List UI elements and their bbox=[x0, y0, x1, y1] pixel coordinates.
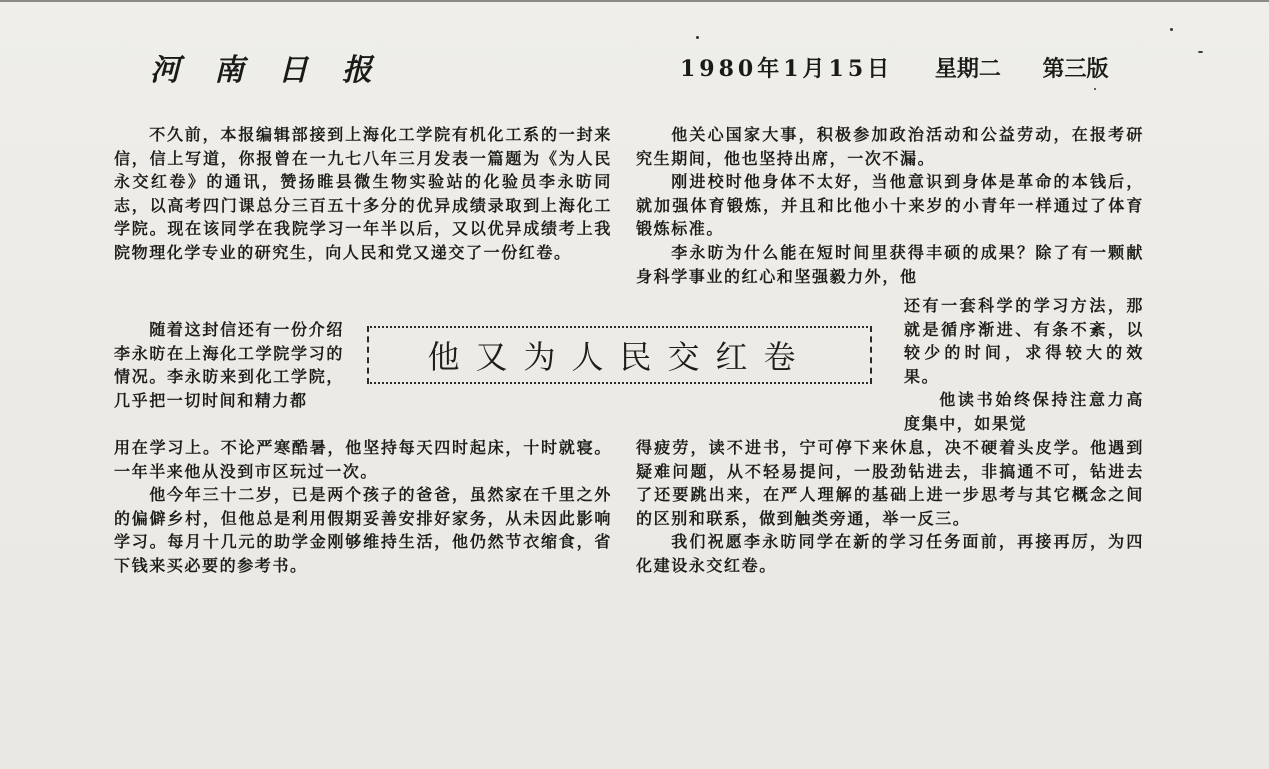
page-number: 第三版 bbox=[1042, 56, 1109, 82]
paragraph: 随着这封信还有一份介绍李永昉在上海化工学院学习的情况。李永昉来到化工学院，几乎把一切时间和精力都 bbox=[114, 320, 344, 410]
right-column-wrap bbox=[904, 294, 1144, 436]
paragraph: 得疲劳，读不进书，宁可停下来休息，决不硬着头皮学。他遇到疑难问题，从不轻易提问，一股劲钻进去，非搞通不可，钻进去了还要跳出来，在严人理解的基础上进一步思考与其它概念之间的区别和联系，做到触类旁通，举一反三。 bbox=[636, 438, 1144, 528]
newspaper-masthead: 河南日报 bbox=[150, 53, 406, 88]
left-column-bottom bbox=[114, 436, 612, 578]
article-headline: 他又为人民交红卷 bbox=[427, 338, 812, 376]
paragraph: 李永昉为什么能在短时间里获得丰硕的成果？除了有一颗献身科学事业的红心和坚强毅力外，他 bbox=[636, 242, 1144, 286]
dateline bbox=[680, 52, 1143, 83]
paragraph: 刚进校时他身体不太好，当他意识到身体是革命的本钱后，就加强体育锻炼，并且和比他小十来岁的小青年一样通过了体育锻炼标准。 bbox=[636, 172, 1144, 239]
paragraph: 他关心国家大事，积极参加政治活动和公益劳动，在报考研究生期间，他也坚持出席，一次不漏。 bbox=[636, 125, 1144, 168]
scan-speck bbox=[1094, 88, 1096, 90]
paragraph: 用在学习上。不论严寒酷暑，他坚持每天四时起床，十时就寝。一年半来他从没到市区玩过一次。 bbox=[114, 438, 612, 481]
left-column-wrap bbox=[114, 318, 344, 412]
scan-speck bbox=[1198, 51, 1203, 53]
paragraph: 他读书始终保持注意力高度集中，如果觉 bbox=[904, 390, 1144, 433]
paragraph: 还有一套科学的学习方法，那就是循序渐进、有条不紊，以较少的时间，求得较大的效果。 bbox=[904, 296, 1144, 386]
paragraph: 不久前，本报编辑部接到上海化工学院有机化工系的一封来信，信上写道，你报曾在一九七八年三月发表一篇题为《为人民永交红卷》的通讯，赞扬睢县微生物实验站的化验员李永昉同志，以高考四门课总分三百五十多分的优异成绩录取到上海化工学院。现在该同学在我院学习一年半以后，又以优异成绩考上我院物理化学专业的研究生，向人民和党又递交了一份红卷。 bbox=[114, 125, 612, 262]
left-column-top bbox=[114, 123, 612, 265]
headline-frame bbox=[367, 326, 872, 384]
scan-speck bbox=[1170, 28, 1173, 31]
right-column-top bbox=[636, 123, 1144, 288]
issue-date: 1980年1月15日 bbox=[680, 56, 894, 82]
paragraph: 我们祝愿李永昉同学在新的学习任务面前，再接再厉，为四化建设永交红卷。 bbox=[636, 532, 1144, 575]
paragraph: 他今年三十二岁，已是两个孩子的爸爸，虽然家在千里之外的偏僻乡村，但他总是利用假期妥善安排好家务，从未因此影响学习。每月十几元的助学金刚够维持生活，他仍然节衣缩食，省下钱来买必要的参考书。 bbox=[114, 485, 612, 575]
issue-weekday: 星期二 bbox=[934, 56, 1001, 82]
scan-speck bbox=[696, 36, 699, 39]
right-column-bottom bbox=[636, 436, 1144, 578]
